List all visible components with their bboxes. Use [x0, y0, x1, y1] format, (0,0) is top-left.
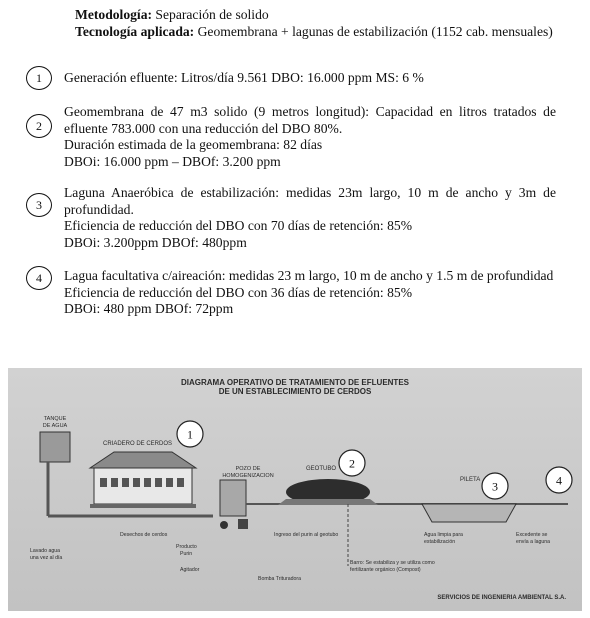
step-line: Lagua facultativa c/aireación: medidas 23 m largo, 10 m de ancho y 1.5 m de profundidad: [64, 268, 554, 283]
tank-label-1: TANQUE: [43, 416, 67, 422]
step-line: Eficiencia de reducción del DBO con 70 días de retención: 85%: [64, 218, 413, 233]
step-number-badge: 2: [26, 114, 52, 138]
pozo-label-1: POZO DE: [235, 466, 261, 472]
agua-label-2: estabilización: [424, 539, 456, 545]
agitador-label: Agitador: [180, 567, 200, 573]
step-line: Laguna Anaeróbica de estabilización: medidas 23m largo, 10 m de ancho y 3m de profundidad.: [64, 185, 556, 217]
step-2-text: [64, 104, 556, 170]
agua-label-1: Agua limpia para: [424, 532, 463, 538]
barn-base: [90, 504, 196, 508]
step-line: Geomembrana de 47 m3 solido (9 metros longitud): Capacidad en litros tratados de efluente 783.000 con una reducción del DBO 80%.: [64, 104, 556, 136]
step-3-text: [64, 185, 556, 251]
marker-3: [482, 473, 508, 499]
diagram-title-line-2: DE UN ESTABLECIMIENTO DE CERDOS: [218, 387, 372, 396]
bomba-label: Bomba Trituradora: [258, 576, 301, 582]
methodology-value: Separación de solido: [152, 7, 269, 22]
technology-value: Geomembrana + lagunas de estabilización (1152 cab. mensuales): [194, 24, 553, 39]
marker-4: [546, 467, 572, 493]
producto-label-1: Producto: [176, 544, 197, 550]
desechos-label: Desechos de cerdos: [120, 532, 168, 538]
marker-1: [177, 421, 203, 447]
lavado-label-1: Lavado agua: [30, 548, 61, 554]
agitator-icon: [220, 521, 228, 529]
producto-label-2: Purin: [180, 551, 193, 557]
barro-label-2: fertilizante orgánico (Compost): [350, 567, 421, 573]
excedente-label-2: envía a laguna: [516, 539, 551, 545]
step-number-badge: 1: [26, 66, 52, 90]
step-line: DBOi: 480 ppm DBOf: 72ppm: [64, 301, 234, 316]
pozo-label-2: HOMOGENIZACION: [222, 473, 274, 479]
step-line: Generación efluente: Litros/día 9.561 DBO: 16.000 ppm MS: 6 %: [64, 70, 424, 85]
diagram-title-line-1: DIAGRAMA OPERATIVO DE TRATAMIENTO DE EFLUENTES: [180, 378, 410, 387]
step-line: Duración estimada de la geomembrana: 82 días: [64, 137, 323, 152]
step-1-text: [64, 70, 556, 87]
marker-1-number: 1: [187, 427, 193, 442]
barro-label-1: Barro: Se estabiliza y se utiliza como: [350, 560, 435, 566]
step-line: DBOi: 3.200ppm DBOf: 480ppm: [64, 234, 247, 250]
pond: [422, 504, 516, 522]
marker-4-number: 4: [556, 473, 562, 488]
ingreso-label: Ingreso del purin al geotubo: [274, 532, 339, 538]
marker-2-number: 2: [349, 456, 355, 471]
step-number-badge: 3: [26, 193, 52, 217]
pileta-label: PILETA: [460, 477, 481, 483]
geotubo-label: GEOTUBO: [306, 466, 337, 472]
lavado-label-2: una vez al día: [30, 555, 63, 561]
treatment-diagram: [8, 368, 582, 611]
technology-label: Tecnología aplicada:: [75, 24, 195, 39]
methodology-label: Metodología:: [75, 7, 153, 22]
step-line: DBOi: 16.000 ppm – DBOf: 3.200 ppm: [64, 153, 281, 169]
marker-3-number: 3: [492, 479, 498, 494]
geotube-base: [278, 499, 378, 505]
excedente-label-1: Excedente se: [516, 532, 548, 538]
diagram-footer: SERVICIOS DE INGENIERIA AMBIENTAL S.A.: [437, 595, 566, 601]
methodology-line: [75, 6, 553, 23]
tank-label-2: DE AGUA: [42, 423, 68, 429]
criadero-label: CRIADERO DE CERDOS: [103, 441, 173, 447]
step-line: Eficiencia de reducción del DBO con 36 días de retención: 85%: [64, 284, 413, 300]
homogenization-well: [220, 480, 246, 516]
step-number-badge: 4: [26, 266, 52, 290]
water-tank: [40, 432, 70, 462]
technology-line: [75, 23, 553, 40]
pump-icon: [238, 519, 248, 529]
marker-2: [339, 450, 365, 476]
step-4-text: [64, 268, 556, 318]
